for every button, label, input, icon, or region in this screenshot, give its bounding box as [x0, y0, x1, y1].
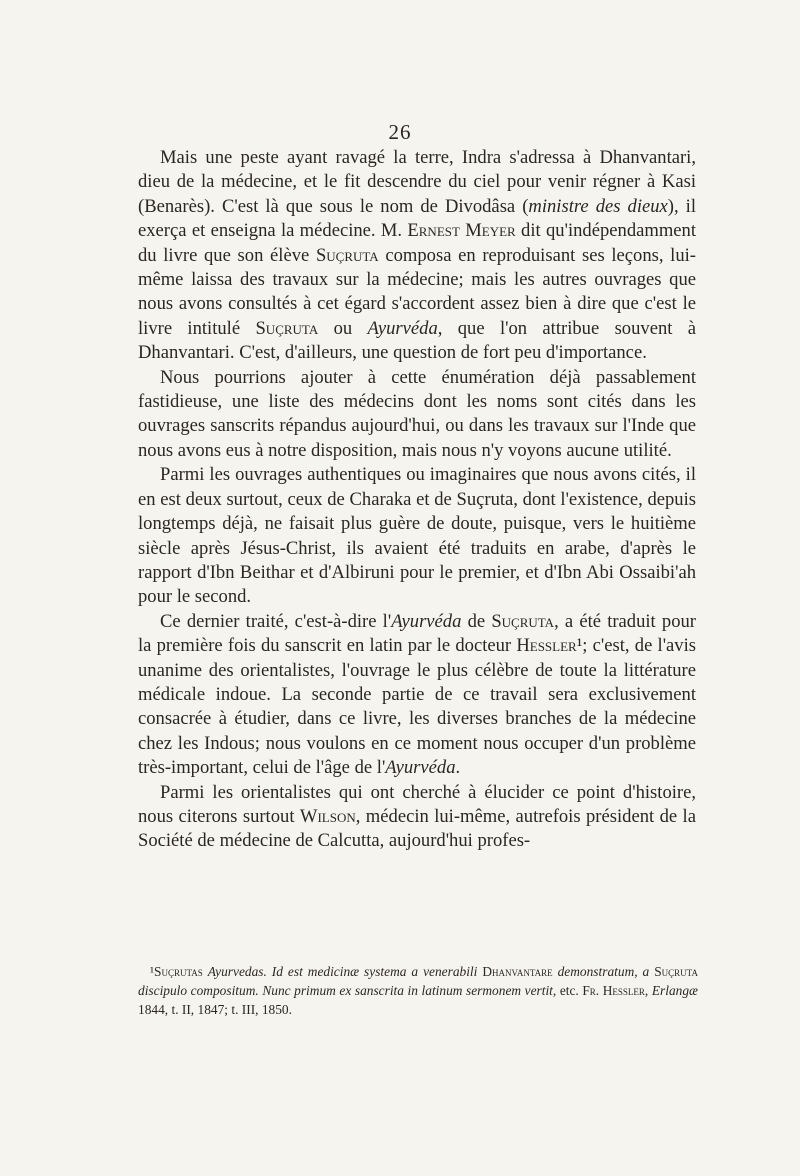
author-name: Suçruta — [491, 610, 555, 632]
page-number: 26 — [388, 120, 412, 144]
footnotes — [138, 962, 698, 1019]
text-run: Mais une peste ayant ravagé la terre, Indra s'adressa à Dhanvantari, dieu de la médecine, et le fit descendre du ciel pour venir régner à Kasi (Benarès). C'est là que sous le nom de Divodâsa ( — [138, 147, 696, 217]
book-title: Ayurvéda — [367, 317, 438, 339]
book-title: Suçruta — [255, 317, 319, 339]
author-name: Suçruta — [315, 244, 379, 266]
place-name: Erlangæ — [651, 983, 698, 998]
text-run: Parmi les orientalistes qui ont cherché à élucider ce point d'histoire, nous citerons surtout — [138, 781, 696, 827]
book-title: Ayurvéda — [385, 757, 456, 779]
paragraph-5 — [138, 781, 696, 854]
footnote-1 — [138, 962, 698, 1019]
text-run: de — [461, 610, 492, 632]
author-name: Suçrutas — [154, 964, 203, 979]
text-run: ou — [318, 317, 368, 339]
text-run: dit qu'indépendamment du livre que son élève — [138, 220, 697, 266]
author-name: Wilson — [299, 805, 356, 827]
paragraph-4 — [138, 610, 696, 781]
main-text — [138, 146, 696, 854]
text-run: ), il exerça et enseigna la médecine. M. — [138, 195, 697, 242]
latin-title: demonstratum, a — [557, 964, 650, 979]
text-run: etc. — [556, 983, 583, 998]
italic-term: ministre des dieux — [528, 195, 668, 217]
author-name: Fr. Hessler — [582, 983, 645, 998]
text-run: , médecin lui-même, autrefois président de la Société de médecine de Calcutta, aujourd'hui profes- — [138, 805, 696, 852]
latin-title: Ayurvedas. Id est medicinæ systema a venerabili — [207, 964, 478, 979]
book-title: Ayurvéda — [391, 610, 462, 632]
text-run: . — [455, 757, 461, 779]
text-run: , — [644, 983, 652, 998]
text-run: Ce dernier traité, c'est-à-dire l' — [160, 610, 392, 632]
text-run: 1844, t. II, 1847; t. III, 1850. — [138, 1002, 292, 1017]
latin-title: discipulo compositum. Nunc primum ex sanscrita in latinum sermonem vertit, — [138, 983, 557, 998]
author-name: Dhanvantare — [482, 964, 553, 979]
paragraph-2: Nous pourrions ajouter à cette énumération déjà passablement fastidieuse, une liste des médecins dont les noms sont cités dans les ouvrages sanscrits répandus aujourd'hui, ou dans les travaux sur l'Inde que nous avons eus à notre disposition, mais nous n'y voyons aucune utilité. — [138, 366, 696, 461]
footnote-marker: ¹ — [150, 964, 155, 979]
text-run: ; c'est, de l'avis unanime des orientalistes, l'ouvrage le plus célèbre de toute la littérature médicale indoue. La seconde partie de ce travail sera exclusivement consacrée à étudier, dans ce livre, les diverses branches de la médecine chez les Indous; nous voulons en ce moment nous occuper d'un problème très-important, celui de l'âge de l' — [138, 635, 696, 779]
paragraph-1 — [138, 146, 696, 366]
footnote-marker: ¹ — [576, 635, 583, 657]
paragraph-3: Parmi les ouvrages authentiques ou imaginaires que nous avons cités, il en est deux surtout, ceux de Charaka et de Suçruta, dont l'existence, depuis longtemps déjà, ne faisait plus guère de doute, puisque, vers le huitième siècle après Jésus-Christ, ils avaient été traduits en arabe, d'après le rapport d'Ibn Beithar et d'Albiruni pour le premier, et d'Ibn Abi Ossaibi'ah pour le second. — [138, 464, 696, 608]
text-run: composa en reproduisant ses leçons, lui-même laissa des travaux sur la médecine; mais les autres ouvrages que nous avons consultés à cet égard s'accordent assez bien à dire que c'est le livre intitulé — [138, 244, 697, 339]
text-run: , a été traduit pour la première fois du sanscrit en latin par le docteur — [138, 610, 696, 657]
author-name: Suçruta — [654, 964, 698, 979]
text-run: , que l'on attribue souvent à Dhanvantari. C'est, d'ailleurs, une question de fort peu d'importance. — [138, 317, 697, 364]
author-name: Hessler — [516, 635, 577, 657]
author-name: Ernest Meyer — [407, 220, 516, 242]
